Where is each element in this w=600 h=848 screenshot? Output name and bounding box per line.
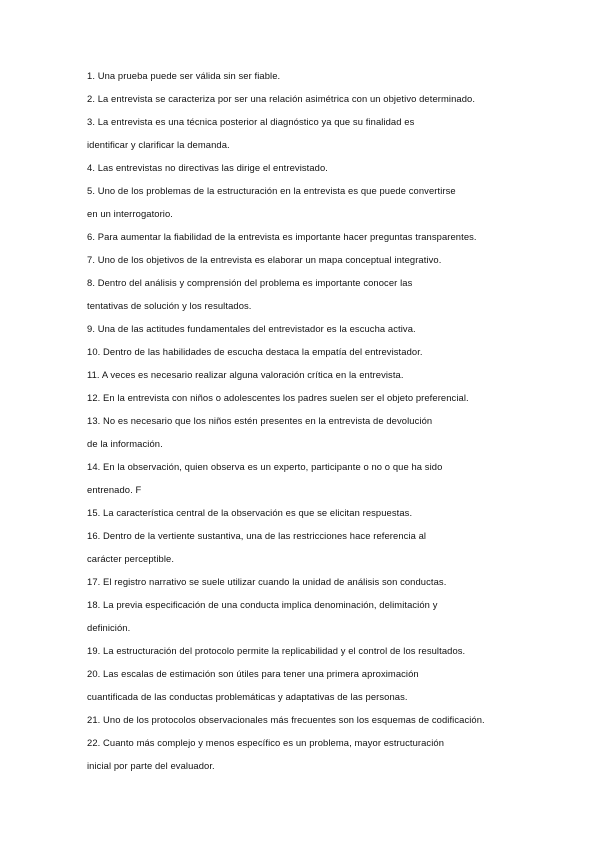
statement-text: 3. La entrevista es una técnica posterior al diagnóstico ya que su finalidad es bbox=[87, 116, 415, 127]
statement-item bbox=[87, 277, 557, 311]
statement-item bbox=[87, 461, 557, 495]
statement-item bbox=[87, 369, 557, 380]
statement-text: 10. Dentro de las habilidades de escucha destaca la empatía del entrevistador. bbox=[87, 346, 423, 357]
statement-text: 15. La característica central de la observación es que se elicitan respuestas. bbox=[87, 507, 413, 518]
statement-item bbox=[87, 507, 557, 518]
statement-item bbox=[87, 70, 557, 81]
statement-item bbox=[87, 576, 557, 587]
statement-item bbox=[87, 737, 557, 771]
statement-item bbox=[87, 93, 557, 104]
statement-text: 2. La entrevista se caracteriza por ser una relación asimétrica con un objetivo determinado. bbox=[87, 93, 476, 104]
statement-text: 7. Uno de los objetivos de la entrevista es elaborar un mapa conceptual integrativo. bbox=[87, 254, 442, 265]
statement-item bbox=[87, 231, 557, 242]
statement-item bbox=[87, 714, 557, 725]
statement-text: 5. Uno de los problemas de la estructuración en la entrevista es que puede convertirse bbox=[87, 185, 456, 196]
statement-item bbox=[87, 599, 557, 633]
statement-text: 18. La previa especificación de una conducta implica denominación, delimitación y bbox=[87, 599, 438, 610]
statement-text: 19. La estructuración del protocolo permite la replicabilidad y el control de los resultados. bbox=[87, 645, 466, 656]
statement-item bbox=[87, 254, 557, 265]
statement-list bbox=[87, 70, 557, 783]
statement-text: 20. Las escalas de estimación son útiles para tener una primera aproximación bbox=[87, 668, 419, 679]
statement-text-continuation: cuantificada de las conductas problemáticas y adaptativas de las personas. bbox=[87, 691, 408, 702]
statement-text: 22. Cuanto más complejo y menos específico es un problema, mayor estructuración bbox=[87, 737, 445, 748]
statement-text: 1. Una prueba puede ser válida sin ser fiable. bbox=[87, 70, 281, 81]
statement-text-continuation: de la información. bbox=[87, 438, 163, 449]
statement-text: 13. No es necesario que los niños estén presentes en la entrevista de devolución bbox=[87, 415, 433, 426]
statement-item bbox=[87, 530, 557, 564]
statement-item bbox=[87, 392, 557, 403]
statement-item bbox=[87, 323, 557, 334]
statement-text: 8. Dentro del análisis y comprensión del problema es importante conocer las bbox=[87, 277, 413, 288]
statement-text-continuation: carácter perceptible. bbox=[87, 553, 175, 564]
statement-text: 4. Las entrevistas no directivas las dirige el entrevistado. bbox=[87, 162, 329, 173]
statement-item bbox=[87, 116, 557, 150]
statement-item bbox=[87, 162, 557, 173]
statement-item bbox=[87, 185, 557, 219]
statement-text-continuation: en un interrogatorio. bbox=[87, 208, 174, 219]
statement-text: 17. El registro narrativo se suele utilizar cuando la unidad de análisis son conductas. bbox=[87, 576, 447, 587]
statement-text: 12. En la entrevista con niños o adolescentes los padres suelen ser el objeto preferencial. bbox=[87, 392, 469, 403]
statement-item bbox=[87, 668, 557, 702]
statement-text: 9. Una de las actitudes fundamentales del entrevistador es la escucha activa. bbox=[87, 323, 416, 334]
statement-item bbox=[87, 415, 557, 449]
statement-text: 16. Dentro de la vertiente sustantiva, una de las restricciones hace referencia al bbox=[87, 530, 427, 541]
statement-item bbox=[87, 346, 557, 357]
statement-text-continuation: inicial por parte del evaluador. bbox=[87, 760, 215, 771]
statement-text: 14. En la observación, quien observa es un experto, participante o no o que ha sido bbox=[87, 461, 443, 472]
statement-text-continuation: identificar y clarificar la demanda. bbox=[87, 139, 230, 150]
statement-text-continuation: entrenado. F bbox=[87, 484, 142, 495]
statement-text-continuation: tentativas de solución y los resultados. bbox=[87, 300, 252, 311]
statement-text: 6. Para aumentar la fiabilidad de la entrevista es importante hacer preguntas transparentes. bbox=[87, 231, 477, 242]
statement-item bbox=[87, 645, 557, 656]
statement-text: 21. Uno de los protocolos observacionales más frecuentes son los esquemas de codificación. bbox=[87, 714, 485, 725]
statement-text: 11. A veces es necesario realizar alguna valoración crítica en la entrevista. bbox=[87, 369, 404, 380]
statement-text-continuation: definición. bbox=[87, 622, 131, 633]
